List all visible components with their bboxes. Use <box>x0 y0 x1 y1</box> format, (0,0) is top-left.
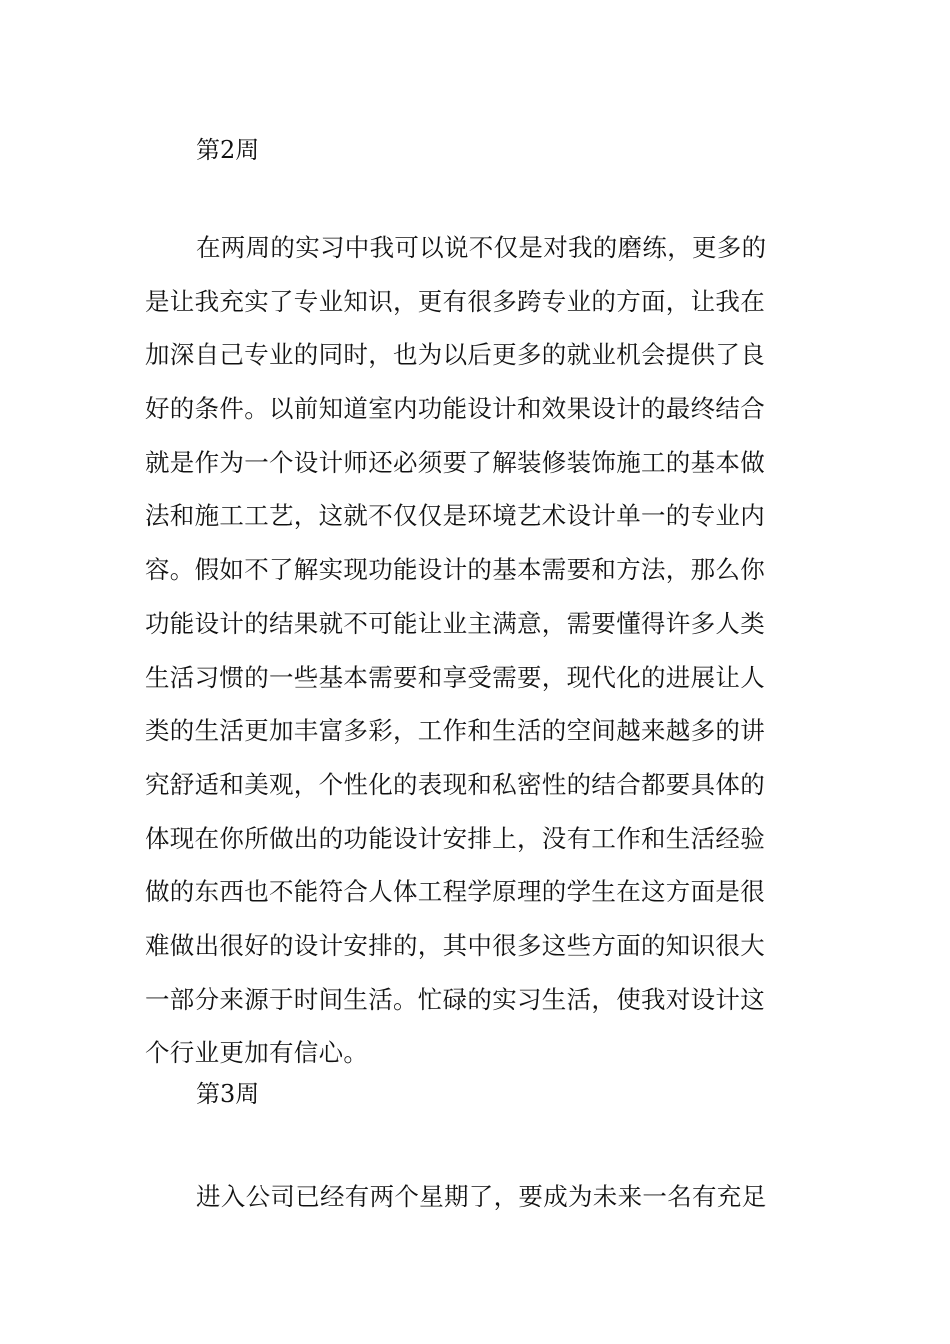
paragraph-line: 是让我充实了专业知识，更有很多跨专业的方面，让我在 <box>145 286 765 316</box>
section-paragraph-week-2 <box>145 221 807 1080</box>
paragraph-line: 法和施工工艺，这就不仅仅是环境艺术设计单一的专业内 <box>145 501 765 531</box>
paragraph-line: 个行业更加有信心。 <box>145 1038 369 1068</box>
paragraph-line: 做的东西也不能符合人体工程学原理的学生在这方面是很 <box>145 877 765 907</box>
section-heading-week-2: 第2周 <box>196 136 260 164</box>
paragraph-line: 就是作为一个设计师还必须要了解装修装饰施工的基本做 <box>145 447 765 477</box>
paragraph-line: 体现在你所做出的功能设计安排上，没有工作和生活经验 <box>145 823 765 853</box>
paragraph-line: 究舒适和美观，个性化的表现和私密性的结合都要具体的 <box>145 769 765 799</box>
section-heading-week-3: 第3周 <box>196 1080 260 1108</box>
section-paragraph-week-3 <box>145 1170 807 1224</box>
paragraph-line: 一部分来源于时间生活。忙碌的实习生活，使我对设计这 <box>145 984 765 1014</box>
paragraph-line: 在两周的实习中我可以说不仅是对我的磨练，更多的 <box>196 233 767 262</box>
paragraph-line: 生活习惯的一些基本需要和享受需要，现代化的进展让人 <box>145 662 765 692</box>
paragraph-line: 进入公司已经有两个星期了，要成为未来一名有充足 <box>196 1182 767 1211</box>
paragraph-line: 难做出很好的设计安排的，其中很多这些方面的知识很大 <box>145 930 765 960</box>
paragraph-line: 加深自己专业的同时，也为以后更多的就业机会提供了良 <box>145 340 765 370</box>
paragraph-line: 类的生活更加丰富多彩，工作和生活的空间越来越多的讲 <box>145 716 765 746</box>
paragraph-line: 好的条件。以前知道室内功能设计和效果设计的最终结合 <box>145 394 765 424</box>
paragraph-line: 功能设计的结果就不可能让业主满意，需要懂得许多人类 <box>145 608 765 638</box>
paragraph-line: 容。假如不了解实现功能设计的基本需要和方法，那么你 <box>145 555 765 585</box>
